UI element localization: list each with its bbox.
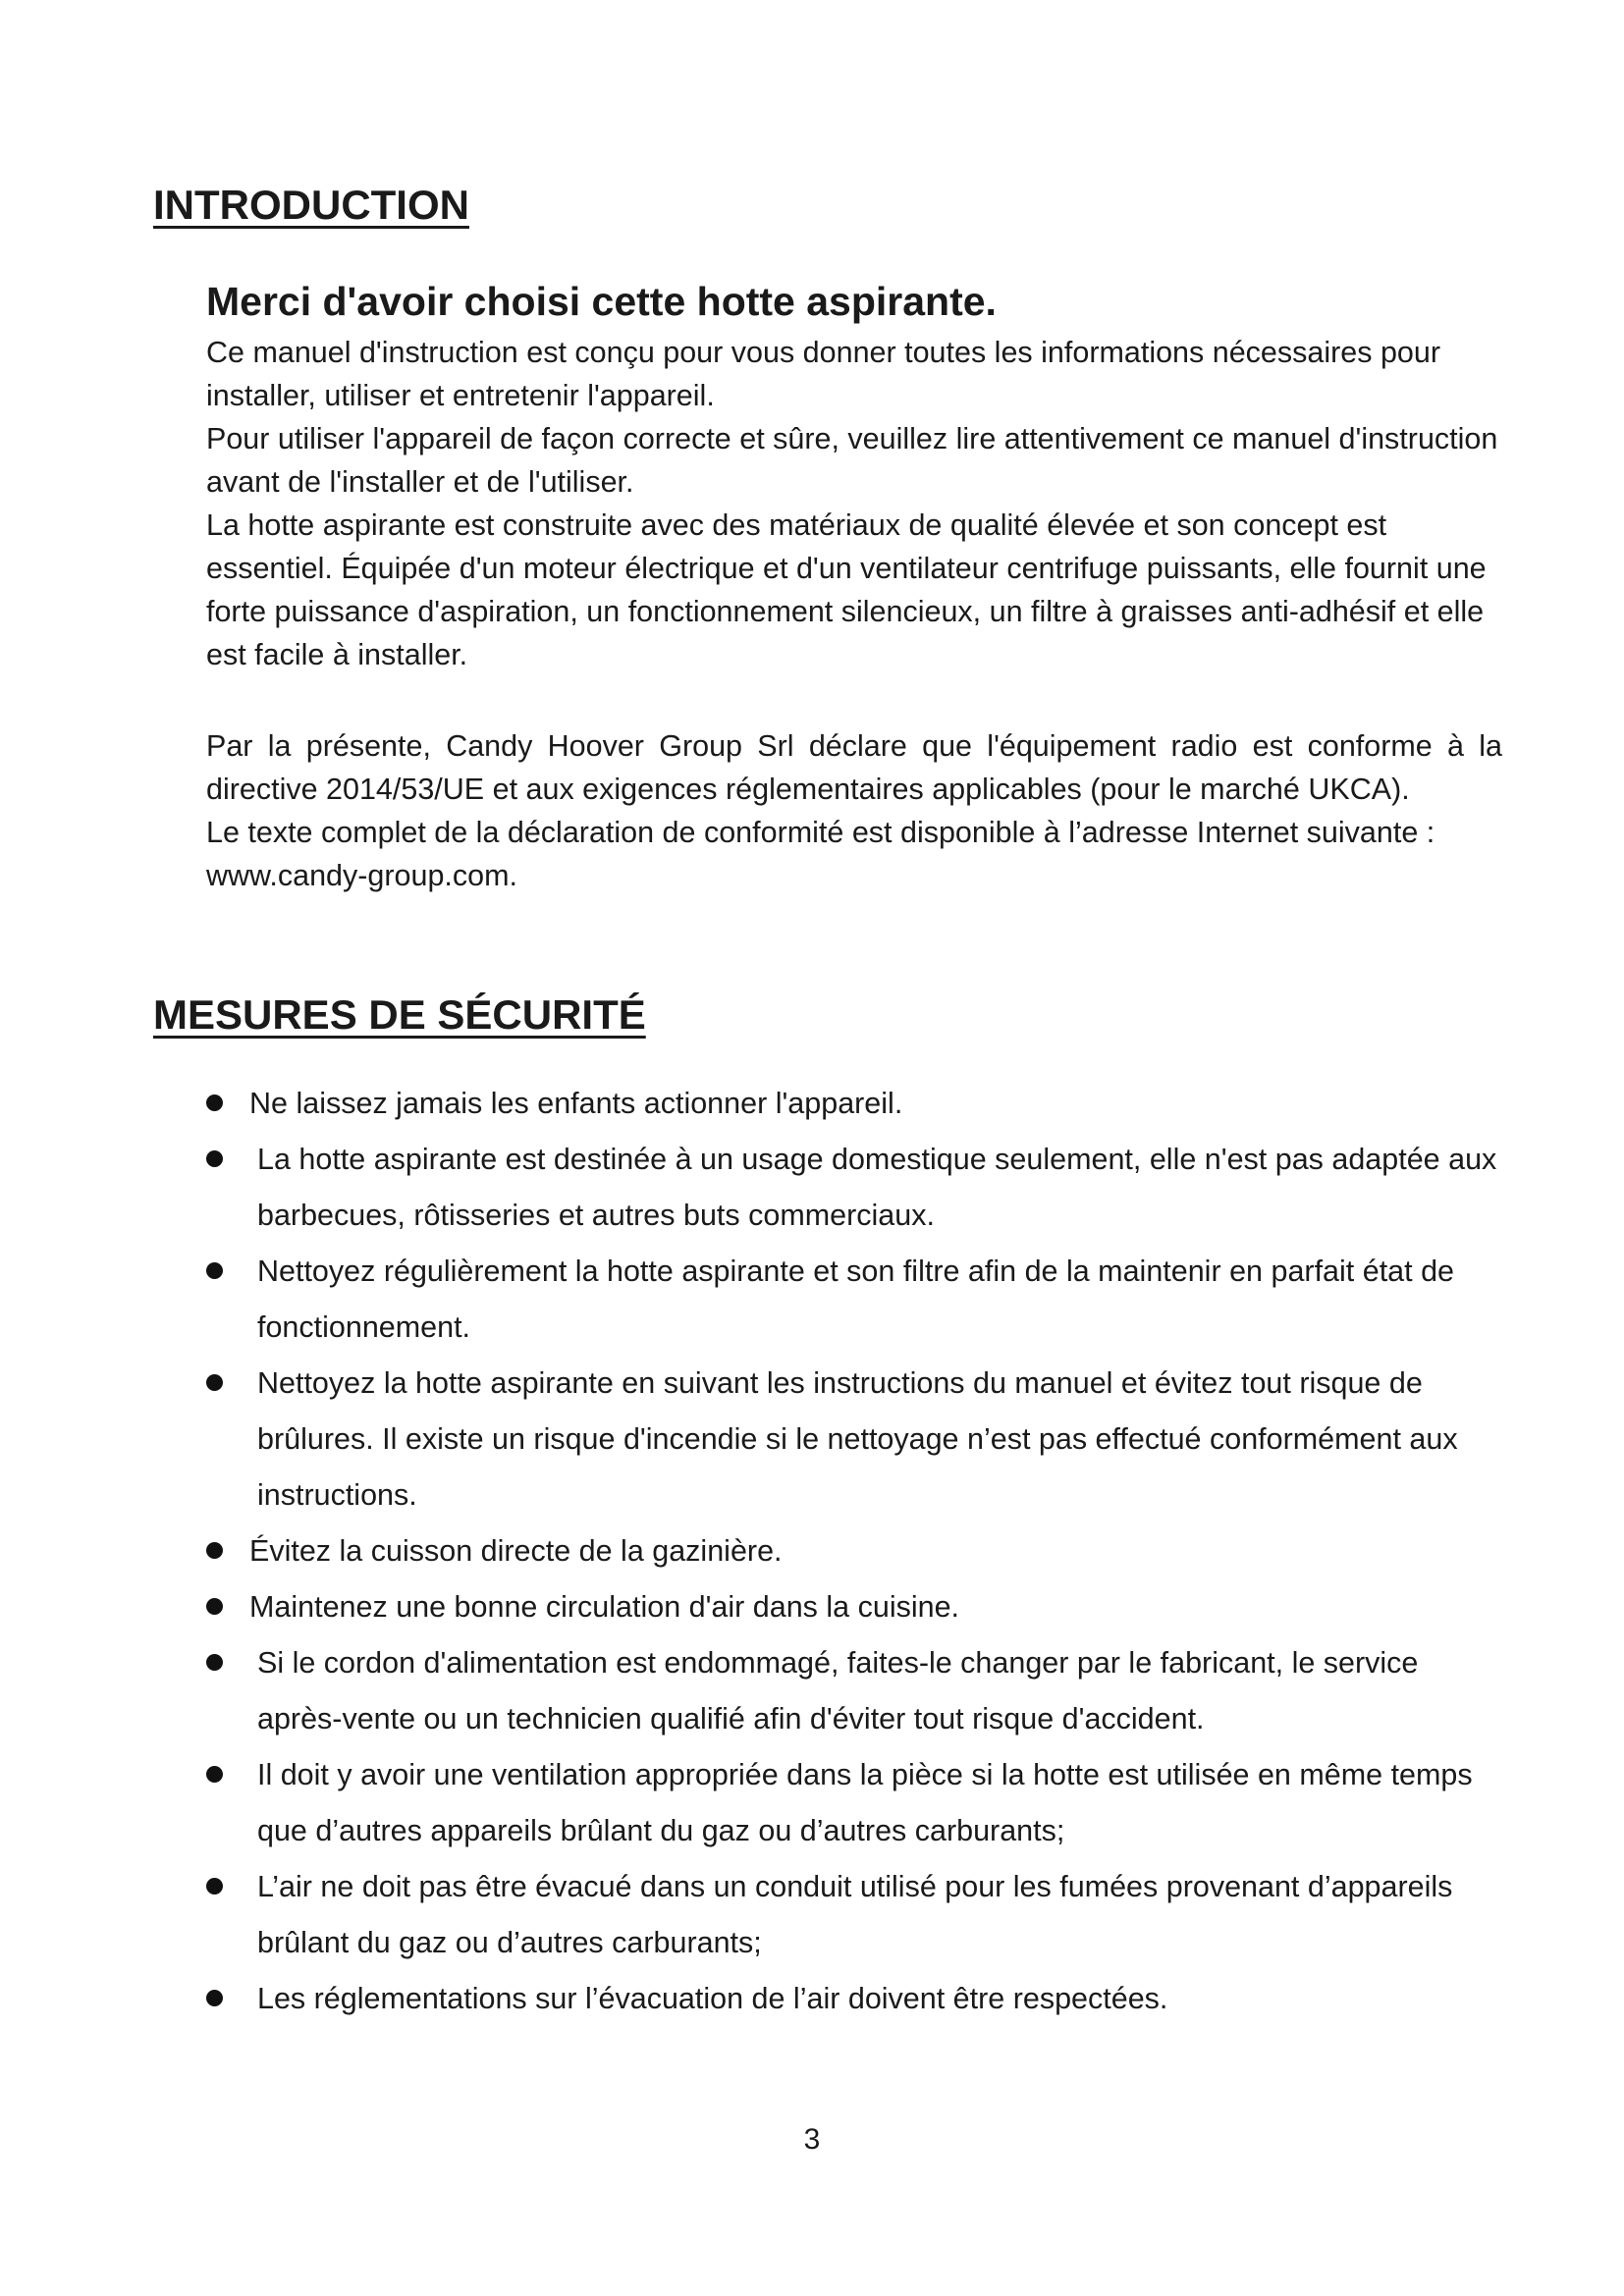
safety-item-text: L’air ne doit pas être évacué dans un conduit utilisé pour les fumées provenant d’appareils brûlant du gaz ou d’autres carburants;: [257, 1870, 1453, 1959]
safety-item-text: Nettoyez régulièrement la hotte aspirante et son filtre afin de la maintenir en parfait état de fonctionnement.: [257, 1255, 1455, 1344]
safety-item: [206, 1971, 1502, 2027]
safety-item: [206, 1859, 1502, 1971]
safety-item: [206, 1579, 1502, 1635]
intro-paragraph: Ce manuel d'instruction est conçu pour vous donner toutes les informations nécessaires pour installer, utiliser et entretenir l'appareil.: [206, 336, 1441, 412]
declaration-paragraph: Par la présente, Candy Hoover Group Srl déclare que l'équipement radio est conforme à la directive 2014/53/UE et aux exigences réglementaires applicables (pour le marché UKCA).: [206, 729, 1502, 806]
introduction-subtitle: Merci d'avoir choisi cette hotte aspirante.: [206, 279, 997, 324]
bullet-icon: [206, 1374, 223, 1391]
safety-item-text: Évitez la cuisson directe de la gazinière.: [249, 1534, 783, 1568]
introduction-paragraphs: [206, 331, 1502, 676]
safety-item-text: Si le cordon d'alimentation est endommagé, faites-le changer par le fabricant, le service après-vente ou un technicien qualifié afin d'éviter tout risque d'accident.: [257, 1646, 1419, 1735]
intro-paragraph: Pour utiliser l'appareil de façon correcte et sûre, veuillez lire attentivement ce manuel d'instruction avant de l'installer et de l'utiliser.: [206, 422, 1498, 499]
introduction-heading: INTRODUCTION: [153, 182, 469, 228]
bullet-icon: [206, 1095, 223, 1111]
safety-item-text: Ne laissez jamais les enfants actionner l'appareil.: [249, 1087, 903, 1120]
safety-item-text: Nettoyez la hotte aspirante en suivant les instructions du manuel et évitez tout risque de brûlures. Il existe un risque d'incendie si le nettoyage n’est pas effectué conformément aux instructions.: [257, 1366, 1458, 1512]
conformity-declaration: [206, 724, 1502, 897]
bullet-icon: [206, 1990, 223, 2006]
page-number: 3: [803, 2123, 821, 2156]
bullet-icon: [206, 1654, 223, 1671]
safety-item: [206, 1132, 1502, 1244]
safety-item-text: La hotte aspirante est destinée à un usage domestique seulement, elle n'est pas adaptée aux barbecues, rôtisseries et autres buts commerciaux.: [257, 1143, 1497, 1232]
safety-list: [206, 1076, 1502, 2027]
safety-item: [206, 1076, 1502, 1132]
safety-item: [206, 1635, 1502, 1747]
safety-item-text: Les réglementations sur l’évacuation de l’air doivent être respectées.: [257, 1982, 1168, 2015]
safety-item-text: Il doit y avoir une ventilation appropriée dans la pièce si la hotte est utilisée en même temps que d’autres appareils brûlant du gaz ou d’autres carburants;: [257, 1758, 1473, 1847]
safety-item: [206, 1523, 1502, 1579]
safety-item: [206, 1244, 1502, 1356]
declaration-paragraph: Le texte complet de la déclaration de conformité est disponible à l’adresse Internet suivante : www.candy-group.com.: [206, 816, 1435, 892]
bullet-icon: [206, 1598, 223, 1615]
safety-item: [206, 1747, 1502, 1859]
bullet-icon: [206, 1542, 223, 1559]
bullet-icon: [206, 1262, 223, 1279]
bullet-icon: [206, 1766, 223, 1783]
intro-paragraph: La hotte aspirante est construite avec des matériaux de qualité élevée et son concept est essentiel. Équipée d'un moteur électrique et d'un ventilateur centrifuge puissants, elle fournit une forte puissance d'aspiration, un fonctionnement silencieux, un filtre à graisses anti-adhésif et elle est facile à installer.: [206, 508, 1487, 671]
safety-item: [206, 1356, 1502, 1523]
bullet-icon: [206, 1150, 223, 1167]
safety-heading: MESURES DE SÉCURITÉ: [153, 991, 646, 1038]
bullet-icon: [206, 1878, 223, 1895]
safety-item-text: Maintenez une bonne circulation d'air dans la cuisine.: [249, 1590, 960, 1624]
